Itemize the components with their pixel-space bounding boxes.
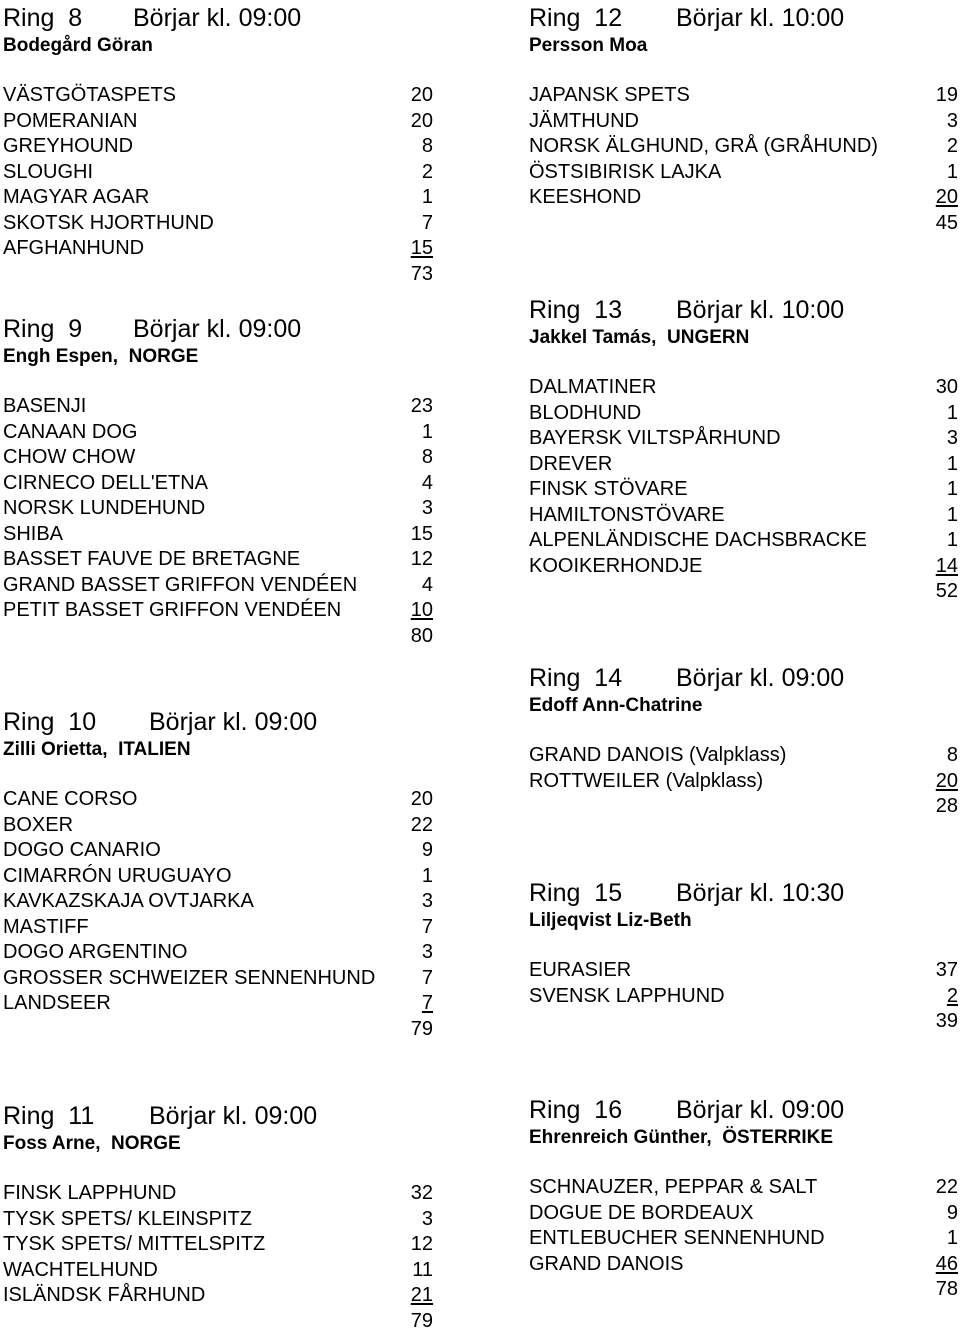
entry-count: 20 [411, 787, 433, 813]
entry-count: 3 [422, 496, 433, 522]
breed-row [529, 477, 958, 503]
start-time: Börjar kl. 10:00 [676, 3, 844, 33]
entry-count: 1 [422, 185, 433, 211]
entry-count: 19 [936, 83, 958, 109]
breed-name: SCHNAUZER, PEPPAR & SALT [529, 1175, 817, 1201]
ring-total: 80 [3, 624, 433, 650]
breed-name: GREYHOUND [3, 134, 133, 160]
entry-count: 4 [422, 471, 433, 497]
start-time: Börjar kl. 09:00 [149, 1101, 317, 1131]
ring-total: 45 [529, 211, 958, 237]
entry-count: 30 [936, 375, 958, 401]
breed-row [529, 185, 958, 211]
breed-row [529, 452, 958, 478]
breed-name: CIMARRÓN URUGUAYO [3, 864, 232, 890]
breed-row [3, 160, 433, 186]
start-time: Börjar kl. 09:00 [149, 707, 317, 737]
breed-name: POMERANIAN [3, 109, 137, 135]
breed-row [3, 1181, 433, 1207]
start-time: Börjar kl. 09:00 [133, 3, 301, 33]
ring-8-section [3, 3, 433, 287]
breed-row [529, 984, 958, 1010]
ring-header [529, 1095, 958, 1125]
breed-name: FINSK LAPPHUND [3, 1181, 176, 1207]
breed-row [529, 528, 958, 554]
judge-name: Bodegård Göran [3, 33, 433, 59]
breed-list [3, 83, 433, 262]
breed-name: KAVKAZSKAJA OVTJARKA [3, 889, 254, 915]
breed-name: BLODHUND [529, 401, 641, 427]
breed-row [3, 838, 433, 864]
breed-row [529, 375, 958, 401]
ring-header [529, 878, 958, 908]
start-time: Börjar kl. 09:00 [133, 314, 301, 344]
entry-count: 1 [422, 420, 433, 446]
breed-name: EURASIER [529, 958, 631, 984]
breed-row [529, 1201, 958, 1227]
breed-row [3, 236, 433, 262]
entry-count: 1 [947, 528, 958, 554]
breed-name: ROTTWEILER (Valpklass) [529, 769, 763, 795]
ring-header [3, 3, 433, 33]
ring-header [3, 314, 433, 344]
breed-name: ISLÄNDSK FÅRHUND [3, 1283, 205, 1309]
breed-name: MASTIFF [3, 915, 89, 941]
entry-count: 32 [411, 1181, 433, 1207]
breed-name: MAGYAR AGAR [3, 185, 149, 211]
ring-number: Ring 13 [529, 295, 676, 325]
ring-number: Ring 12 [529, 3, 676, 33]
entry-count: 10 [411, 598, 433, 624]
entry-count: 12 [411, 1232, 433, 1258]
ring-number: Ring 14 [529, 663, 676, 693]
ring-number: Ring 16 [529, 1095, 676, 1125]
ring-header [529, 663, 958, 693]
entry-count: 20 [411, 109, 433, 135]
entry-count: 23 [411, 394, 433, 420]
breed-name: GRAND DANOIS [529, 1252, 683, 1278]
ring-total: 39 [529, 1009, 958, 1035]
entry-count: 1 [947, 160, 958, 186]
ring-total: 73 [3, 262, 433, 288]
breed-name: ENTLEBUCHER SENNENHUND [529, 1226, 825, 1252]
breed-row [529, 426, 958, 452]
breed-name: HAMILTONSTÖVARE [529, 503, 725, 529]
breed-name: BASENJI [3, 394, 86, 420]
breed-list [3, 394, 433, 624]
breed-row [3, 598, 433, 624]
breed-list [529, 1175, 958, 1277]
ring-number: Ring 8 [3, 3, 133, 33]
entry-count: 9 [422, 838, 433, 864]
breed-row [3, 813, 433, 839]
entry-count: 4 [422, 573, 433, 599]
entry-count: 3 [422, 940, 433, 966]
breed-row [3, 522, 433, 548]
ring-number: Ring 9 [3, 314, 133, 344]
entry-count: 21 [411, 1283, 433, 1309]
judge-name: Edoff Ann-Chatrine [529, 693, 958, 719]
entry-count: 1 [422, 864, 433, 890]
entry-count: 1 [947, 452, 958, 478]
entry-count: 22 [936, 1175, 958, 1201]
entry-count: 20 [936, 185, 958, 211]
breed-name: BOXER [3, 813, 73, 839]
breed-row [3, 1207, 433, 1233]
breed-name: SLOUGHI [3, 160, 93, 186]
breed-name: GRAND BASSET GRIFFON VENDÉEN [3, 573, 357, 599]
ring-header [3, 1101, 433, 1131]
breed-row [529, 503, 958, 529]
entry-count: 3 [947, 109, 958, 135]
breed-name: SKOTSK HJORTHUND [3, 211, 214, 237]
entry-count: 2 [947, 134, 958, 160]
ring-header [529, 3, 958, 33]
entry-count: 3 [422, 889, 433, 915]
breed-name: DOGO ARGENTINO [3, 940, 187, 966]
judge-name: Liljeqvist Liz-Beth [529, 908, 958, 934]
ring-13-section [529, 295, 958, 605]
entry-count: 46 [936, 1252, 958, 1278]
ring-number: Ring 15 [529, 878, 676, 908]
breed-row [3, 185, 433, 211]
breed-name: DOGO CANARIO [3, 838, 161, 864]
breed-name: NORSK LUNDEHUND [3, 496, 205, 522]
entry-count: 7 [422, 991, 433, 1017]
breed-row [3, 134, 433, 160]
breed-list [3, 1181, 433, 1309]
breed-row [3, 420, 433, 446]
entry-count: 1 [947, 503, 958, 529]
breed-name: KEESHOND [529, 185, 641, 211]
ring-total: 52 [529, 579, 958, 605]
entry-count: 15 [411, 236, 433, 262]
entry-count: 15 [411, 522, 433, 548]
breed-list [529, 83, 958, 211]
breed-name: LANDSEER [3, 991, 111, 1017]
entry-count: 11 [412, 1258, 433, 1284]
breed-name: JAPANSK SPETS [529, 83, 690, 109]
breed-list [529, 958, 958, 1009]
breed-row [3, 966, 433, 992]
breed-name: KOOIKERHONDJE [529, 554, 702, 580]
entry-count: 20 [411, 83, 433, 109]
breed-row [3, 496, 433, 522]
start-time: Börjar kl. 10:00 [676, 295, 844, 325]
entry-count: 8 [422, 134, 433, 160]
judge-name: Ehrenreich Günther, ÖSTERRIKE [529, 1125, 958, 1151]
entry-count: 12 [411, 547, 433, 573]
ring-16-section [529, 1095, 958, 1303]
ring-number: Ring 11 [3, 1101, 149, 1131]
entry-count: 2 [422, 160, 433, 186]
entry-count: 1 [947, 1226, 958, 1252]
entry-count: 14 [936, 554, 958, 580]
breed-row [529, 1252, 958, 1278]
breed-row [3, 83, 433, 109]
breed-row [3, 1258, 433, 1284]
breed-name: GROSSER SCHWEIZER SENNENHUND [3, 966, 375, 992]
breed-name: DOGUE DE BORDEAUX [529, 1201, 753, 1227]
entry-count: 8 [947, 743, 958, 769]
breed-row [3, 471, 433, 497]
breed-name: TYSK SPETS/ KLEINSPITZ [3, 1207, 252, 1233]
judge-name: Jakkel Tamás, UNGERN [529, 325, 958, 351]
breed-row [529, 83, 958, 109]
breed-name: CHOW CHOW [3, 445, 135, 471]
breed-name: CIRNECO DELL'ETNA [3, 471, 208, 497]
ring-total: 79 [3, 1309, 433, 1334]
breed-row [3, 1232, 433, 1258]
breed-row [3, 109, 433, 135]
breed-row [529, 554, 958, 580]
breed-name: DALMATINER [529, 375, 656, 401]
breed-name: BASSET FAUVE DE BRETAGNE [3, 547, 300, 573]
ring-total: 28 [529, 794, 958, 820]
ring-14-section [529, 663, 958, 820]
breed-name: GRAND DANOIS (Valpklass) [529, 743, 786, 769]
ring-total: 78 [529, 1277, 958, 1303]
breed-name: BAYERSK VILTSPÅRHUND [529, 426, 781, 452]
breed-name: PETIT BASSET GRIFFON VENDÉEN [3, 598, 341, 624]
ring-header [529, 295, 958, 325]
breed-row [529, 401, 958, 427]
entry-count: 7 [422, 915, 433, 941]
breed-name: TYSK SPETS/ MITTELSPITZ [3, 1232, 265, 1258]
breed-row [529, 160, 958, 186]
breed-row [529, 1175, 958, 1201]
start-time: Börjar kl. 09:00 [676, 1095, 844, 1125]
breed-row [3, 864, 433, 890]
entry-count: 3 [422, 1207, 433, 1233]
breed-name: WACHTELHUND [3, 1258, 158, 1284]
judge-name: Zilli Orietta, ITALIEN [3, 737, 433, 763]
breed-list [529, 743, 958, 794]
start-time: Börjar kl. 10:30 [676, 878, 844, 908]
ring-10-section [3, 707, 433, 1042]
breed-name: NORSK ÄLGHUND, GRÅ (GRÅHUND) [529, 134, 878, 160]
judge-name: Persson Moa [529, 33, 958, 59]
entry-count: 1 [947, 477, 958, 503]
breed-name: VÄSTGÖTASPETS [3, 83, 176, 109]
ring-header [3, 707, 433, 737]
ring-12-section [529, 3, 958, 236]
breed-row [529, 743, 958, 769]
breed-row [529, 958, 958, 984]
breed-row [3, 445, 433, 471]
judge-name: Foss Arne, NORGE [3, 1131, 433, 1157]
breed-name: SHIBA [3, 522, 63, 548]
breed-row [529, 109, 958, 135]
ring-total: 79 [3, 1017, 433, 1043]
breed-row [3, 787, 433, 813]
entry-count: 3 [947, 426, 958, 452]
breed-list [3, 787, 433, 1017]
breed-name: AFGHANHUND [3, 236, 144, 262]
breed-row [3, 394, 433, 420]
entry-count: 20 [936, 769, 958, 795]
ring-15-section [529, 878, 958, 1035]
ring-11-section [3, 1101, 433, 1334]
breed-row [3, 1283, 433, 1309]
breed-name: DREVER [529, 452, 612, 478]
ring-number: Ring 10 [3, 707, 149, 737]
breed-name: CANAAN DOG [3, 420, 137, 446]
breed-row [529, 134, 958, 160]
breed-name: ALPENLÄNDISCHE DACHSBRACKE [529, 528, 867, 554]
entry-count: 1 [947, 401, 958, 427]
breed-row [3, 573, 433, 599]
entry-count: 2 [947, 984, 958, 1010]
breed-row [529, 769, 958, 795]
breed-name: ÖSTSIBIRISK LAJKA [529, 160, 721, 186]
entry-count: 37 [936, 958, 958, 984]
entry-count: 22 [411, 813, 433, 839]
breed-row [3, 915, 433, 941]
entry-count: 8 [422, 445, 433, 471]
entry-count: 7 [422, 966, 433, 992]
breed-row [3, 211, 433, 237]
judge-name: Engh Espen, NORGE [3, 344, 433, 370]
entry-count: 7 [422, 211, 433, 237]
breed-name: FINSK STÖVARE [529, 477, 688, 503]
breed-row [3, 991, 433, 1017]
entry-count: 9 [947, 1201, 958, 1227]
breed-name: SVENSK LAPPHUND [529, 984, 725, 1010]
breed-row [3, 940, 433, 966]
breed-row [529, 1226, 958, 1252]
breed-list [529, 375, 958, 579]
ring-9-section [3, 314, 433, 649]
start-time: Börjar kl. 09:00 [676, 663, 844, 693]
breed-row [3, 547, 433, 573]
breed-row [3, 889, 433, 915]
breed-name: CANE CORSO [3, 787, 137, 813]
breed-name: JÄMTHUND [529, 109, 639, 135]
